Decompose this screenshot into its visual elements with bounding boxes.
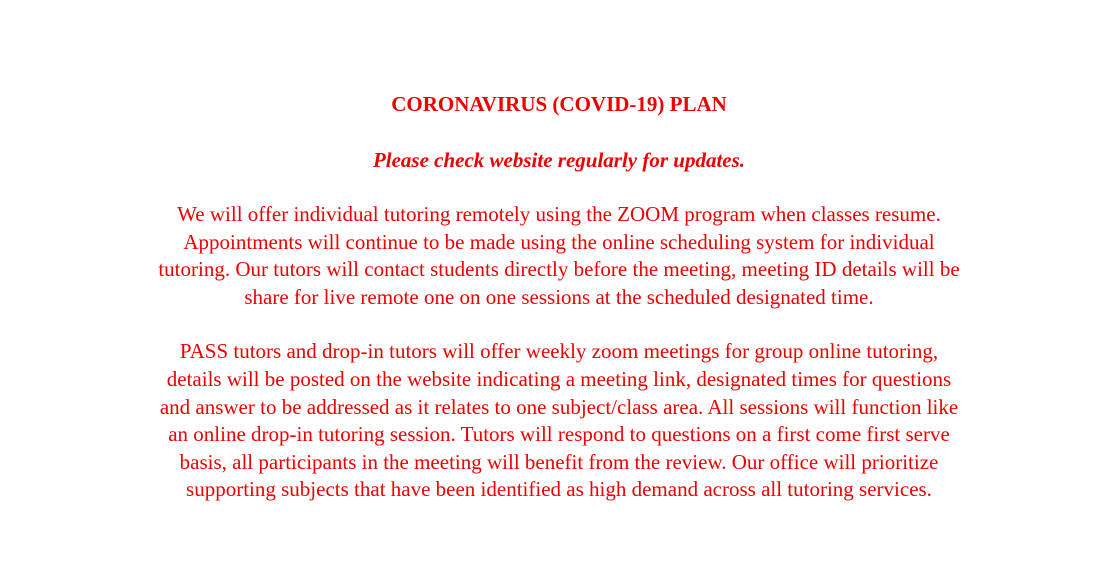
individual-tutoring-paragraph [0, 201, 1118, 311]
paragraph-line: basis, all participants in the meeting will benefit from the review. Our office will prioritize [179, 449, 939, 474]
update-notice: Please check website regularly for updates. [372, 148, 746, 172]
paragraph-line: We will offer individual tutoring remotely using the ZOOM program when classes resume. [177, 202, 941, 226]
paragraph-line: details will be posted on the website indicating a meeting link, designated times for questions [166, 366, 952, 391]
paragraph-line: an online drop-in tutoring session. Tutors will respond to questions on a first come first serve [168, 422, 950, 447]
paragraph-line: Appointments will continue to be made using the online scheduling system for individual [183, 229, 935, 254]
paragraph-line: supporting subjects that have been identified as high demand across all tutoring services. [186, 477, 932, 502]
paragraph-line: and answer to be addressed as it relates to one subject/class area. All sessions will function like [159, 394, 959, 419]
paragraph-line: share for live remote one on one sessions at the scheduled designated time. [244, 284, 874, 309]
page-title: CORONAVIRUS (COVID-19) PLAN [391, 92, 727, 116]
paragraph-line: tutoring. Our tutors will contact students directly before the meeting, meeting ID details will be [158, 257, 960, 282]
paragraph-line: PASS tutors and drop-in tutors will offer weekly zoom meetings for group online tutoring, [179, 339, 939, 364]
group-tutoring-paragraph [0, 338, 1118, 504]
